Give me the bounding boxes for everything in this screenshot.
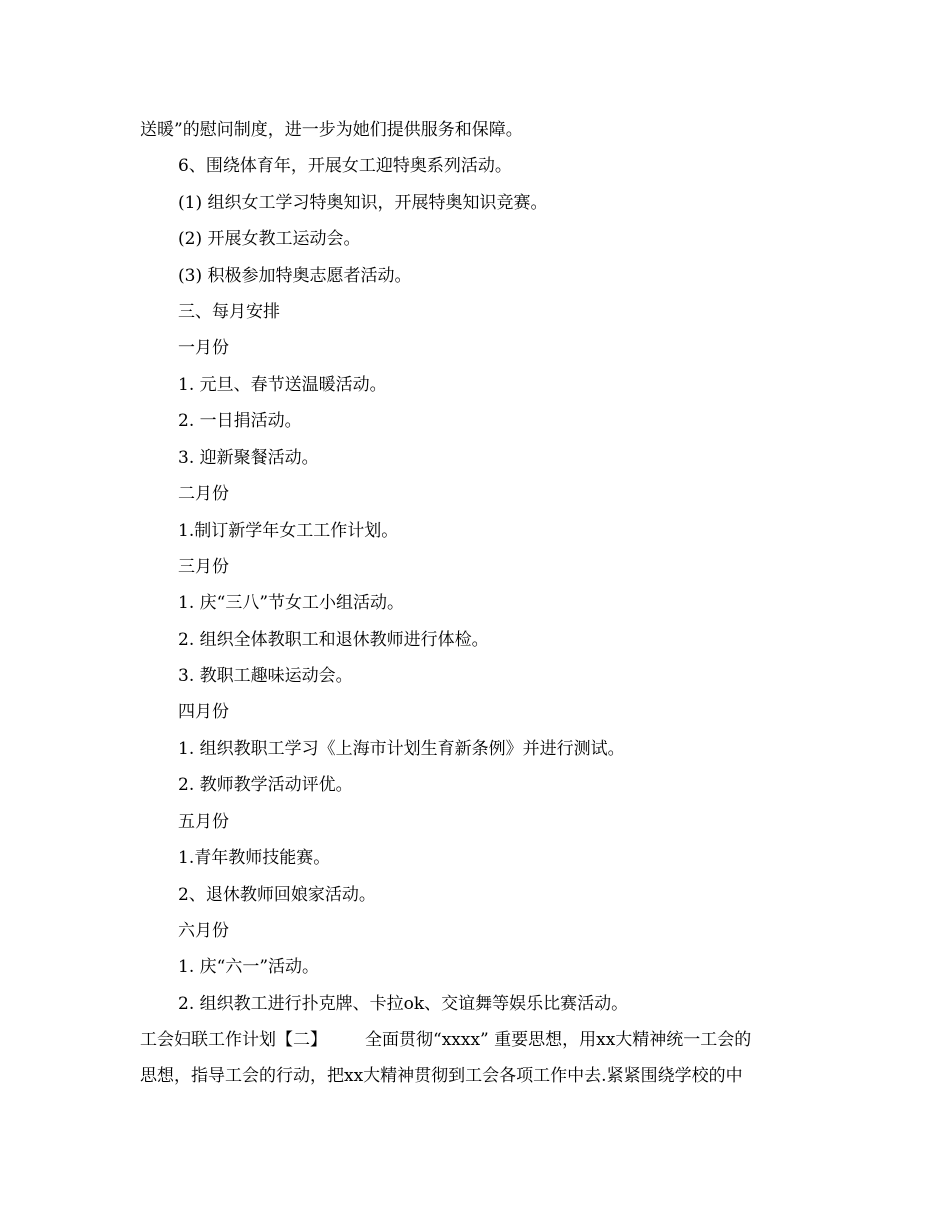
month-heading: 六月份 [178,921,229,941]
list-item: 1. 元旦、春节送温暖活动。 [178,375,387,395]
list-item: 2. 组织教工进行扑克牌、卡拉ok、交谊舞等娱乐比赛活动。 [178,994,629,1014]
list-item: 1. 庆“六一”活动。 [178,957,320,977]
section-title: 工会妇联工作计划【二】 [140,1030,327,1050]
list-item: 2. 组织全体教职工和退休教师进行体检。 [178,630,489,650]
list-item: 1.青年教师技能赛。 [178,848,331,868]
section-paragraph-first-line [140,1030,751,1050]
section-text: 全面贯彻“xxxx” 重要思想，用xx大精神统一工会的 [365,1030,752,1050]
list-item: 3. 迎新聚餐活动。 [178,448,319,468]
month-heading: 四月份 [178,702,229,722]
section-heading: 三、每月安排 [178,302,280,322]
month-heading: 一月份 [178,338,229,358]
month-heading: 二月份 [178,484,229,504]
list-item: 1. 庆“三八”节女工小组活动。 [178,593,405,613]
section-paragraph-line: 思想，指导工会的行动，把xx大精神贯彻到工会各项工作中去.紧紧围绕学校的中 [140,1066,743,1086]
list-item: 3. 教职工趣味运动会。 [178,666,353,686]
list-item: 1.制订新学年女工工作计划。 [178,521,399,541]
list-item: 2. 教师教学活动评优。 [178,775,353,795]
month-heading: 五月份 [178,812,229,832]
paragraph-line: 送暖”的慰问制度，进一步为她们提供服务和保障。 [140,120,523,140]
list-item: 1. 组织教职工学习《上海市计划生育新条例》并进行测试。 [178,739,625,759]
list-item: 6、围绕体育年，开展女工迎特奥系列活动。 [178,156,512,176]
month-heading: 三月份 [178,557,229,577]
list-item: (1) 组织女工学习特奥知识，开展特奥知识竞赛。 [178,193,548,213]
list-item: 2. 一日捐活动。 [178,411,302,431]
list-item: (2) 开展女教工运动会。 [178,229,361,249]
list-item: (3) 积极参加特奥志愿者活动。 [178,266,412,286]
list-item: 2、退休教师回娘家活动。 [178,885,376,905]
